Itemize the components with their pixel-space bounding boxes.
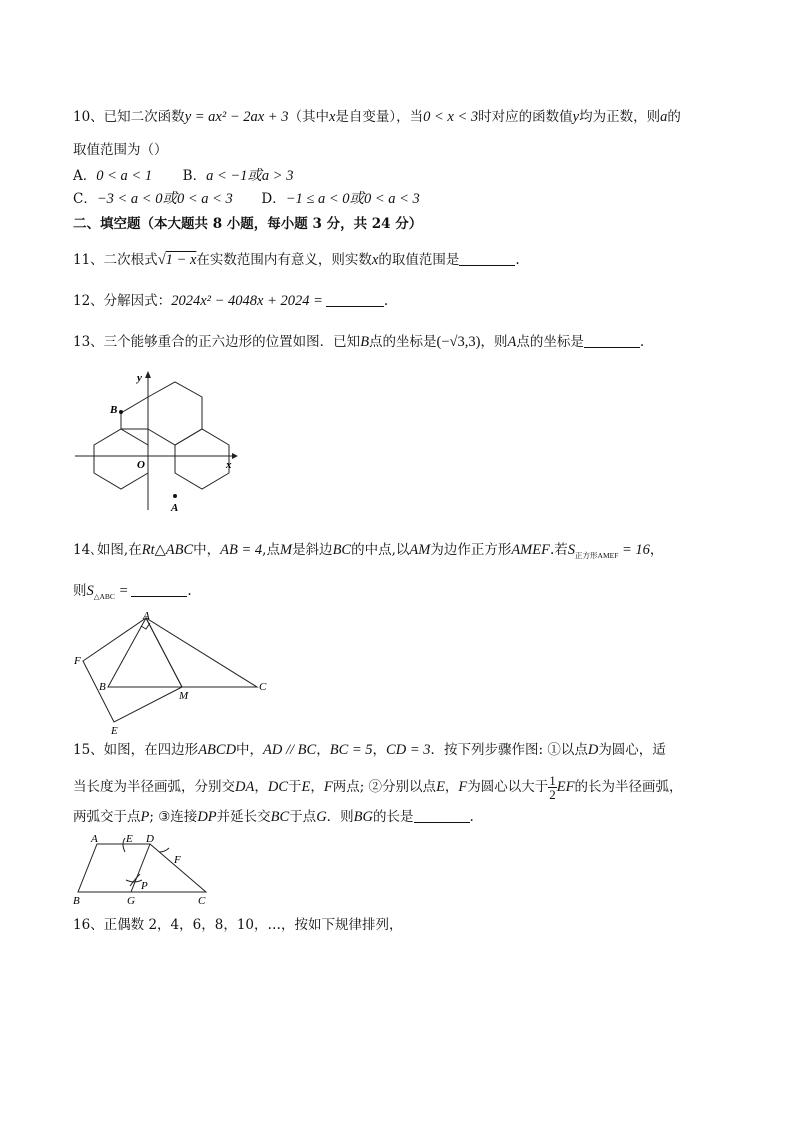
q15-text-b: 中， xyxy=(236,742,264,758)
q10-stem-f: 的 xyxy=(667,109,681,125)
q14-text-d: 是斜边 xyxy=(292,542,333,558)
q11-answer-blank[interactable] xyxy=(459,251,515,266)
q15-text-c: ， xyxy=(316,742,330,758)
q15-l3-f: 的长是 xyxy=(373,809,414,825)
point-b-dot xyxy=(119,410,123,414)
q14-line2 xyxy=(73,582,192,606)
q15-l2-h: 的长为半径画弧， xyxy=(574,779,683,795)
q10-line2: 取值范围为（） xyxy=(73,142,168,158)
option-a-label: A． xyxy=(73,168,97,184)
q14-text-f: 为边作正方形 xyxy=(430,542,512,558)
option-c: −3 < a < 0或0 < a < 3 xyxy=(96,191,233,207)
q13 xyxy=(73,333,644,351)
q14-answer-blank[interactable] xyxy=(131,582,187,597)
q12-expression: 2024x² − 4048x + 2024 = xyxy=(171,293,323,309)
q14-text-b: 中， xyxy=(193,542,221,558)
q13-hexagon-figure xyxy=(70,365,240,515)
q15-l2-g: 为圆心以大于 xyxy=(467,779,549,795)
q11 xyxy=(73,251,520,269)
option-b: a < −1或a > 3 xyxy=(206,168,294,184)
q13-point-b: B xyxy=(360,334,370,350)
q15-line1 xyxy=(73,741,666,759)
q10-var-x: x xyxy=(328,109,336,125)
q14-figure xyxy=(70,610,280,740)
label-a: A xyxy=(91,833,98,845)
q12-text: 12、分解因式： xyxy=(73,293,172,309)
q15-l2-b: ， xyxy=(254,779,268,795)
q15-text-f: 为圆心，适 xyxy=(598,742,666,758)
q13-text-a: 13、三个能够重合的正六边形的位置如图．已知 xyxy=(73,334,361,350)
q15-l3-a: 两弧交于点 xyxy=(73,809,141,825)
q15-end: . xyxy=(469,809,474,825)
q10-function: y = ax² − 2ax + 3 xyxy=(184,109,289,125)
label-x: x xyxy=(226,459,232,471)
q15-l2-d: ， xyxy=(310,779,324,795)
label-c: C xyxy=(198,895,206,907)
q15-fraction: $\frac{1}{2}$ xyxy=(549,773,556,802)
label-o: O xyxy=(137,459,145,471)
label-m: M xyxy=(179,690,189,702)
q15-text-d: ， xyxy=(372,742,387,758)
q10-range: 0 < x < 3 xyxy=(423,109,479,125)
q10-line1 xyxy=(73,108,681,126)
q14-bc: BC xyxy=(332,542,352,558)
q15-abcd: ABCD xyxy=(198,742,237,758)
q14-area-square: $S_{正方形AMEF} = 16$ xyxy=(567,542,650,560)
q11-radical: √1 − x xyxy=(157,252,197,268)
q13-end: . xyxy=(639,334,645,350)
hexagon-right xyxy=(175,429,229,489)
q15-l3-c: 并延长交 xyxy=(216,809,271,825)
q14-text-a: 14､如图,在 xyxy=(73,542,142,558)
q10-var-a: a xyxy=(660,109,668,125)
q15-bc2: BC xyxy=(270,809,290,825)
label-c: C xyxy=(259,681,267,693)
q15-e2: E xyxy=(436,779,445,795)
label-a: A xyxy=(143,610,150,622)
q10-options-row1 xyxy=(73,167,293,185)
arc-f xyxy=(159,848,169,852)
q15-ef: EF xyxy=(556,779,575,795)
option-b-label: B． xyxy=(182,168,207,184)
q13-coordinate: (−√3,3) xyxy=(436,334,481,350)
q12-answer-blank[interactable] xyxy=(326,292,384,307)
q15-line3 xyxy=(73,808,474,826)
q15-l3-e: ．则 xyxy=(326,809,354,825)
label-f: F xyxy=(74,655,81,667)
q15-line2 xyxy=(73,774,683,801)
q10-stem-a: 10、已知二次函数 xyxy=(73,109,185,125)
q13-text-b: 点的坐标是 xyxy=(369,334,437,350)
q15-e: E xyxy=(301,779,311,795)
arc-p2 xyxy=(130,874,140,886)
q15-bc: BC = 5 xyxy=(329,742,373,758)
q11-text-b: 在实数范围内有意义，则实数 xyxy=(196,252,372,268)
q14-triangle: Rt△ABC xyxy=(141,542,194,558)
q15-text-a: 15、如图，在四边形 xyxy=(73,742,199,758)
option-c-label: C． xyxy=(73,191,97,207)
label-f: F xyxy=(174,854,181,866)
point-a-dot xyxy=(173,494,177,498)
label-b: B xyxy=(73,895,80,907)
q15-l2-c: 于 xyxy=(288,779,302,795)
q14-text-c: ,点 xyxy=(262,542,280,558)
q11-var-x: x xyxy=(371,252,379,268)
q15-dc: DC xyxy=(267,779,288,795)
option-d-label: D． xyxy=(261,191,286,207)
q14-text-h: ， xyxy=(649,542,664,558)
q15-p: P xyxy=(140,809,150,825)
q14-area-triangle: $S_{\triangle ABC}$ = xyxy=(86,583,129,601)
label-g: G xyxy=(127,895,135,907)
label-e: E xyxy=(111,725,118,737)
arc-e xyxy=(123,838,125,852)
label-e: E xyxy=(126,833,133,845)
q10-options-row2 xyxy=(73,190,420,208)
label-a: A xyxy=(171,502,179,514)
q10-stem-b: （其中 xyxy=(288,109,329,125)
q13-text-c: ，则 xyxy=(480,334,508,350)
square-amef xyxy=(83,618,182,722)
q14-line1 xyxy=(73,541,663,565)
q14-line2-text: 则 xyxy=(73,583,87,599)
label-d: D xyxy=(146,833,154,845)
q15-bg: BG xyxy=(353,809,374,825)
q10-stem-e: 均为正数，则 xyxy=(579,109,661,125)
q12 xyxy=(73,292,388,310)
q15-parallel: AD // BC xyxy=(263,742,317,758)
q14-ab: AB = 4 xyxy=(220,542,263,558)
q15-f2: F xyxy=(458,779,468,795)
q14-end: . xyxy=(187,583,192,599)
label-y: y xyxy=(137,372,142,384)
q15-answer-blank[interactable] xyxy=(414,808,470,823)
q14-amef: AMEF xyxy=(511,542,550,558)
q10-stem-d: 时对应的函数值 xyxy=(478,109,573,125)
option-d: −1 ≤ a < 0或0 < a < 3 xyxy=(285,191,420,207)
q13-text-d: 点的坐标是 xyxy=(516,334,584,350)
q15-g: G xyxy=(316,809,327,825)
q15-d: D xyxy=(587,742,599,758)
q12-end: . xyxy=(383,293,389,309)
label-b: B xyxy=(99,681,106,693)
q15-l3-b: ; ③连接 xyxy=(149,809,198,825)
q10-stem-c: 是自变量），当 xyxy=(335,109,424,125)
q14-text-g: .若 xyxy=(549,542,568,558)
q14-text-e: 的中点,以 xyxy=(351,542,410,558)
q11-end: . xyxy=(515,252,520,268)
label-b: B xyxy=(110,404,118,416)
option-a: 0 < a < 1 xyxy=(96,168,153,184)
hexagon-top xyxy=(148,382,202,445)
q13-answer-blank[interactable] xyxy=(584,333,640,348)
q15-l2-a: 当长度为半径画弧，分别交 xyxy=(73,779,235,795)
section-title: 二、填空题（本大题共 8 小题，每小题 3 分，共 24 分） xyxy=(73,216,423,232)
q15-f: F xyxy=(323,779,333,795)
q11-text-c: 的取值范围是 xyxy=(378,252,460,268)
q15-figure xyxy=(70,830,220,910)
q11-text-a: 11、二次根式 xyxy=(73,252,158,268)
q15-da: DA xyxy=(235,779,255,795)
q14-m: M xyxy=(279,542,293,558)
label-p: P xyxy=(141,880,148,892)
q14-am: AM xyxy=(409,542,431,558)
q15-l2-e: 两点; ②分别以点 xyxy=(332,779,437,795)
q15-l2-f: ， xyxy=(444,779,459,795)
q15-text-e: ．按下列步骤作图: ①以点 xyxy=(430,742,588,758)
q13-point-a: A xyxy=(507,334,517,350)
q15-dp: DP xyxy=(197,809,217,825)
q15-l3-d: 于点 xyxy=(289,809,317,825)
q15-cd: CD = 3 xyxy=(386,742,431,758)
q10-var-y: y xyxy=(572,109,580,125)
q16: 16、正偶数 2，4，6，8，10，…，按如下规律排列， xyxy=(73,917,403,933)
